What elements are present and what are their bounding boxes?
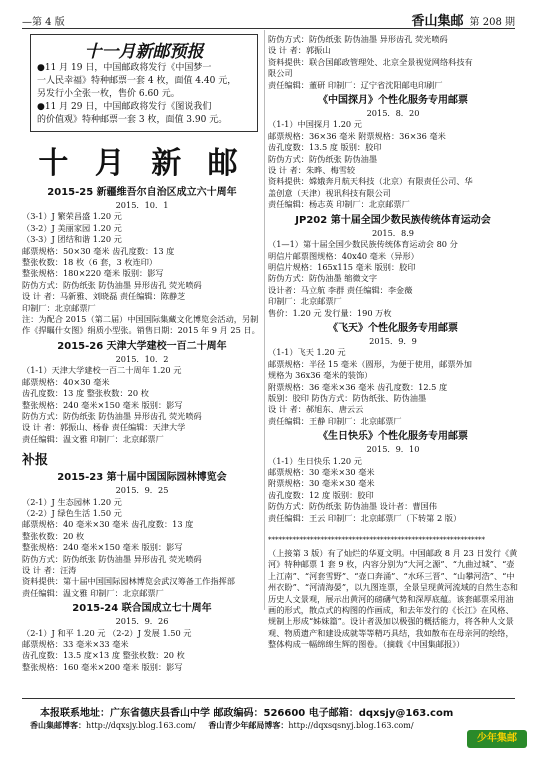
stamp-detail-line: 责任编辑：杨志英 印制厂：北京邮票厂	[268, 199, 410, 210]
footer-divider	[22, 698, 515, 699]
supplement-heading: 补报	[22, 453, 49, 469]
issue-date: 2015．9．26	[115, 616, 169, 627]
stamp-detail-line: 邮票规格：半径 15 毫米（圆形，为便于使用，邮票外加	[268, 358, 472, 369]
stamp-detail-line: （1—1）第十届全国少数民族传统体育运动会 80 分	[268, 239, 458, 250]
stamp-detail-line: （2-1）J 生态园林 1.20 元	[22, 496, 122, 507]
stamp-detail-line: 防伪方式：防伪油墨 缩微文字	[268, 273, 378, 284]
stamp-detail-line: 邮票规格：50×30 毫米 齿孔度数：13 度	[22, 245, 175, 256]
stamp-detail-line: 限公司	[268, 68, 293, 79]
stamp-detail-line: 防伪方式：防伪纸张 防伪油墨 异形齿孔 荧光喷码	[268, 34, 448, 44]
stamp-detail-line: 邮票规格：40 毫米×30 毫米 齿孔度数：13 度	[22, 519, 194, 530]
section-title: 2015-26 天津大学建校一百二十周年	[57, 340, 227, 352]
issue-date: 2015．9．9	[369, 335, 417, 346]
stamp-detail-line: 责任编辑：王云 印制厂：北京邮票厂（下转第 2 版）	[268, 512, 462, 523]
issue-date: 2015．8．20	[366, 108, 420, 119]
stamp-detail-line: （3-2）J 美丽家园 1.20 元	[22, 222, 122, 233]
section-title: 2015-23 第十届中国国际园林博览会	[57, 472, 227, 484]
blog2-label: 香山青少年邮局博客：	[208, 721, 289, 730]
blog1-label: 香山集邮博客：	[30, 721, 86, 730]
stamp-detail-line: 资料提供：联合国邮政管理处、北京全景视觉网络科技有	[268, 56, 473, 67]
stamp-detail-line: （1-1）中国探月 1.20 元	[268, 119, 362, 130]
blog-links	[30, 720, 414, 731]
section-title: 2015-24 联合国成立七十周年	[72, 603, 212, 615]
issue-number: 第 208 期	[469, 17, 515, 28]
stamp-detail-line: 整张规格：240 毫米×150 毫米 版别：影写	[22, 542, 183, 553]
section-note: 注：为配合 2015（第二届）中国国际集藏文化博览会活动，另制作《捍瞩什女图》绢质小型张。销售日期：2015 年 9 月 25 日。	[22, 314, 260, 336]
stamp-detail-line: 邮票规格：33 毫米×33 毫米	[22, 639, 129, 649]
star-divider: **************************************************************	[268, 536, 485, 544]
stamp-detail-line: 盖创意（天津）视讯科技有限公司	[268, 187, 391, 198]
stamp-detail-line: 整张枚数：18 枚（6 套，3 枚连印）	[22, 257, 158, 268]
forecast-line: 另发行小全张一枚，售价 6.60 元。	[37, 89, 180, 99]
stamp-detail-line: 邮票规格：40×30 毫米	[22, 376, 110, 387]
blog2-link[interactable]: http://dqxsqsnyj.blog.163.com/	[288, 721, 414, 730]
stamp-detail-line: （3-1）J 繁荣昌盛 1.20 元	[22, 211, 122, 222]
blog1-link[interactable]: http://dqxsjy.blog.163.com/	[86, 721, 196, 730]
header-divider	[22, 28, 515, 29]
forecast-line: 的价值观》特种邮票一套 3 枚，面值 3.90 元。	[37, 115, 228, 125]
stamp-detail-line: 防伪方式：防伪纸张 防伪油墨 设计者：曹国伟	[268, 501, 437, 512]
section-body	[22, 200, 262, 314]
section-title: 《飞天》个性化服务专用邮票	[328, 322, 458, 334]
stamp-detail-line: 版别：胶印 防伪方式：防伪纸张、防伪油墨	[268, 392, 427, 403]
page-header	[22, 10, 515, 28]
stamp-detail-line: 规格为 36x36 毫米的装饰）	[268, 370, 373, 381]
stamp-detail-line: 明信片规格：165x115 毫米 版别：胶印	[268, 261, 416, 272]
stamp-detail-line: 齿孔度数：13.5 度×13 度 整张枚数：20 枚	[22, 650, 185, 661]
stamp-detail-line: 设 计 者：朱晔、梅雪较	[268, 165, 356, 176]
issue-date: 2015．9．10	[366, 444, 420, 455]
section-body	[268, 228, 518, 319]
section-title: 2015-25 新疆维吾尔自治区成立六十周年	[47, 187, 237, 198]
stamp-detail-line: 设 计 者：马新雅、刘晓磊 责任编辑：陈静芝	[22, 291, 186, 302]
stamp-detail-line: 责任编辑：董研 印制厂：辽宁省沈阳邮电印刷厂	[268, 79, 443, 90]
issue-date: 2015．8.9	[371, 227, 415, 238]
stamp-detail-line: 资料提供：嫦娥奔月航天科技（北京）有限责任公司、华	[268, 176, 473, 187]
forecast-box	[30, 34, 258, 132]
section-body	[22, 354, 262, 445]
stamp-detail-line: （2-2）J 绿色生活 1.50 元	[22, 507, 122, 518]
forecast-text	[37, 62, 251, 127]
stamp-detail-line: 整张枚数：20 枚	[22, 530, 85, 541]
stamp-detail-line: 设计者：马立航 李群 责任编辑：李金薇	[268, 284, 413, 295]
forecast-line: ●11 月 19 日，中国邮政将发行《中国梦一	[37, 63, 212, 73]
stamp-detail-line: 防伪方式：防伪纸张 防伪油墨 异形齿孔 荧光喷码	[22, 410, 202, 421]
continued-article: （上接第 3 版）有了灿烂的华夏文明。中国邮政 8 月 23 日发行《黄河》特种邮票 1 套 9 枚，内容分别为“大河之源”、“九曲过城”、“壶上江南”、“河套雪野”、“壶口奔涌”、“水环三晋”、“山攀河浩”、“中州衣盼”、“河清海晏”，以九图连票，全景呈现黄河流域的自然生态和历史人文景观，展示出黄河的磅礴气势和深厚底蕴。该套邮票采用油画的形式，散点式的构图的作画成，和去年发行的《长江》在风格、规制上形成“姊妹篇”。设计者汲加以极强的概括能力，将各种人文景观、物质遗产和建设成就等等精巧具结，我如散布在母亲河的绘络，整体构成一幅绵绵生辉的图卷。（摘载《中国集邮报》）	[268, 548, 518, 650]
stamp-detail-line: 邮票规格：30 毫米×30 毫米	[268, 467, 375, 477]
stamp-detail-line: 责任编辑：温文雅 印制厂：北京邮票厂	[22, 433, 164, 444]
section-body	[22, 485, 262, 599]
section-title: 《生日快乐》个性化服务专用邮票	[318, 431, 468, 443]
contact-line: 本报联系地址：广东省德庆县香山中学 邮政编码：526600 电子邮箱：dqxsjy@163.com	[40, 708, 454, 719]
issue-date: 2015．10．1	[115, 200, 169, 210]
stamp-detail-line: （1-1）天津大学建校一百二十周年 1.20 元	[22, 365, 182, 376]
october-new-stamps-title: 十 月 新 邮	[38, 146, 246, 181]
stamp-detail-line: 防伪方式：防伪纸张 防伪油墨	[268, 153, 378, 164]
stamp-detail-line: 整张规格：240 毫米×150 毫米 版别：影写	[22, 399, 183, 410]
stamp-detail-line: 设 计 者：郝旭东、唐云云	[268, 404, 364, 415]
stamp-detail-line: 资料提供：第十届中国国际园林博览会武汉筹备工作指挥部	[22, 576, 235, 587]
issue-date: 2015．10．2	[115, 353, 169, 364]
forecast-title: 十一月新邮预报	[84, 42, 204, 62]
stamp-detail-line: 责任编辑：王静 印制厂：北京邮票厂	[268, 415, 402, 426]
stamp-detail-line: （1-1）生日快乐 1.20 元	[268, 455, 362, 466]
stamp-detail-line: 整张规格：180×220 毫米 版别：影写	[22, 268, 164, 279]
issue-date: 2015．9．25	[115, 485, 169, 496]
stamp-detail-line: （1-1）飞天 1.20 元	[268, 347, 346, 358]
forecast-line: ●11 月 29 日，中国邮政将发行《图说我们	[37, 102, 212, 112]
stamp-detail-line: （3-3）J 团结和谐 1.20 元	[22, 234, 122, 245]
right-column	[268, 34, 518, 524]
left-column	[22, 30, 262, 673]
stamp-detail-line: 邮票规格：36×36 毫米 附票规格：36×36 毫米	[268, 130, 446, 141]
section-body	[268, 336, 518, 427]
stamp-detail-line: 齿孔度数：13 度 整张枚数：20 枚	[22, 388, 149, 399]
stamp-detail-line: 防伪方式：防伪纸张 防伪油墨 异形齿孔 荧光喷码	[22, 553, 202, 564]
section-body	[268, 108, 518, 211]
paper-name: 香山集邮	[411, 14, 464, 29]
stamp-detail-line: 齿孔度数：13.5 度 版别：胶印	[268, 142, 382, 153]
stamp-detail-line: 齿孔度数：12 度 版别：胶印	[268, 489, 374, 500]
stamp-detail-line: 设 计 者：郭振山、杨眷 责任编辑：天津大学	[22, 422, 186, 433]
stamp-detail-line: 附票规格：36 毫米×36 毫米 齿孔度数：12.5 度	[268, 381, 448, 392]
stamp-detail-line: 明信片邮票图规格：40x40 毫米（异形）	[268, 250, 419, 261]
section-title: JP202 第十届全国少数民族传统体育运动会	[295, 214, 491, 226]
stamp-detail-line: 责任编辑：温文雅 印制厂：北京邮票厂	[22, 587, 164, 598]
section-body	[268, 444, 518, 524]
stamp-detail-line: 设 计 者：郭振山	[268, 45, 331, 56]
stamp-detail-line: （2-1）J 和平 1.20 元 （2-2）J 发展 1.50 元	[22, 627, 192, 638]
section-body	[22, 616, 262, 673]
section-body	[268, 34, 518, 91]
stamp-detail-line: 整张规格：160 毫米×200 毫米 版别：影写	[22, 661, 183, 672]
stamp-detail-line: 附票规格：30 毫米×30 毫米	[268, 478, 375, 489]
column-divider	[264, 30, 265, 610]
youth-philately-logo: 少年集邮	[467, 730, 527, 748]
section-title: 《中国探月》个性化服务专用邮票	[318, 95, 468, 107]
page-number: —第 4 版	[22, 17, 65, 28]
stamp-detail-line: 设 计 者：汪涛	[22, 564, 77, 575]
forecast-line: 一人民幸福》特种邮票一套 4 枚，面值 4.40 元，	[37, 76, 237, 86]
stamp-detail-line: 售价：1.20 元 发行量：190 万枚	[268, 307, 392, 318]
stamp-detail-line: 防伪方式：防伪纸张 防伪油墨 异形齿孔 荧光喷码	[22, 279, 202, 290]
stamp-detail-line: 印制厂：北京邮票厂	[22, 302, 96, 313]
stamp-detail-line: 印制厂：北京邮票厂	[268, 296, 342, 307]
